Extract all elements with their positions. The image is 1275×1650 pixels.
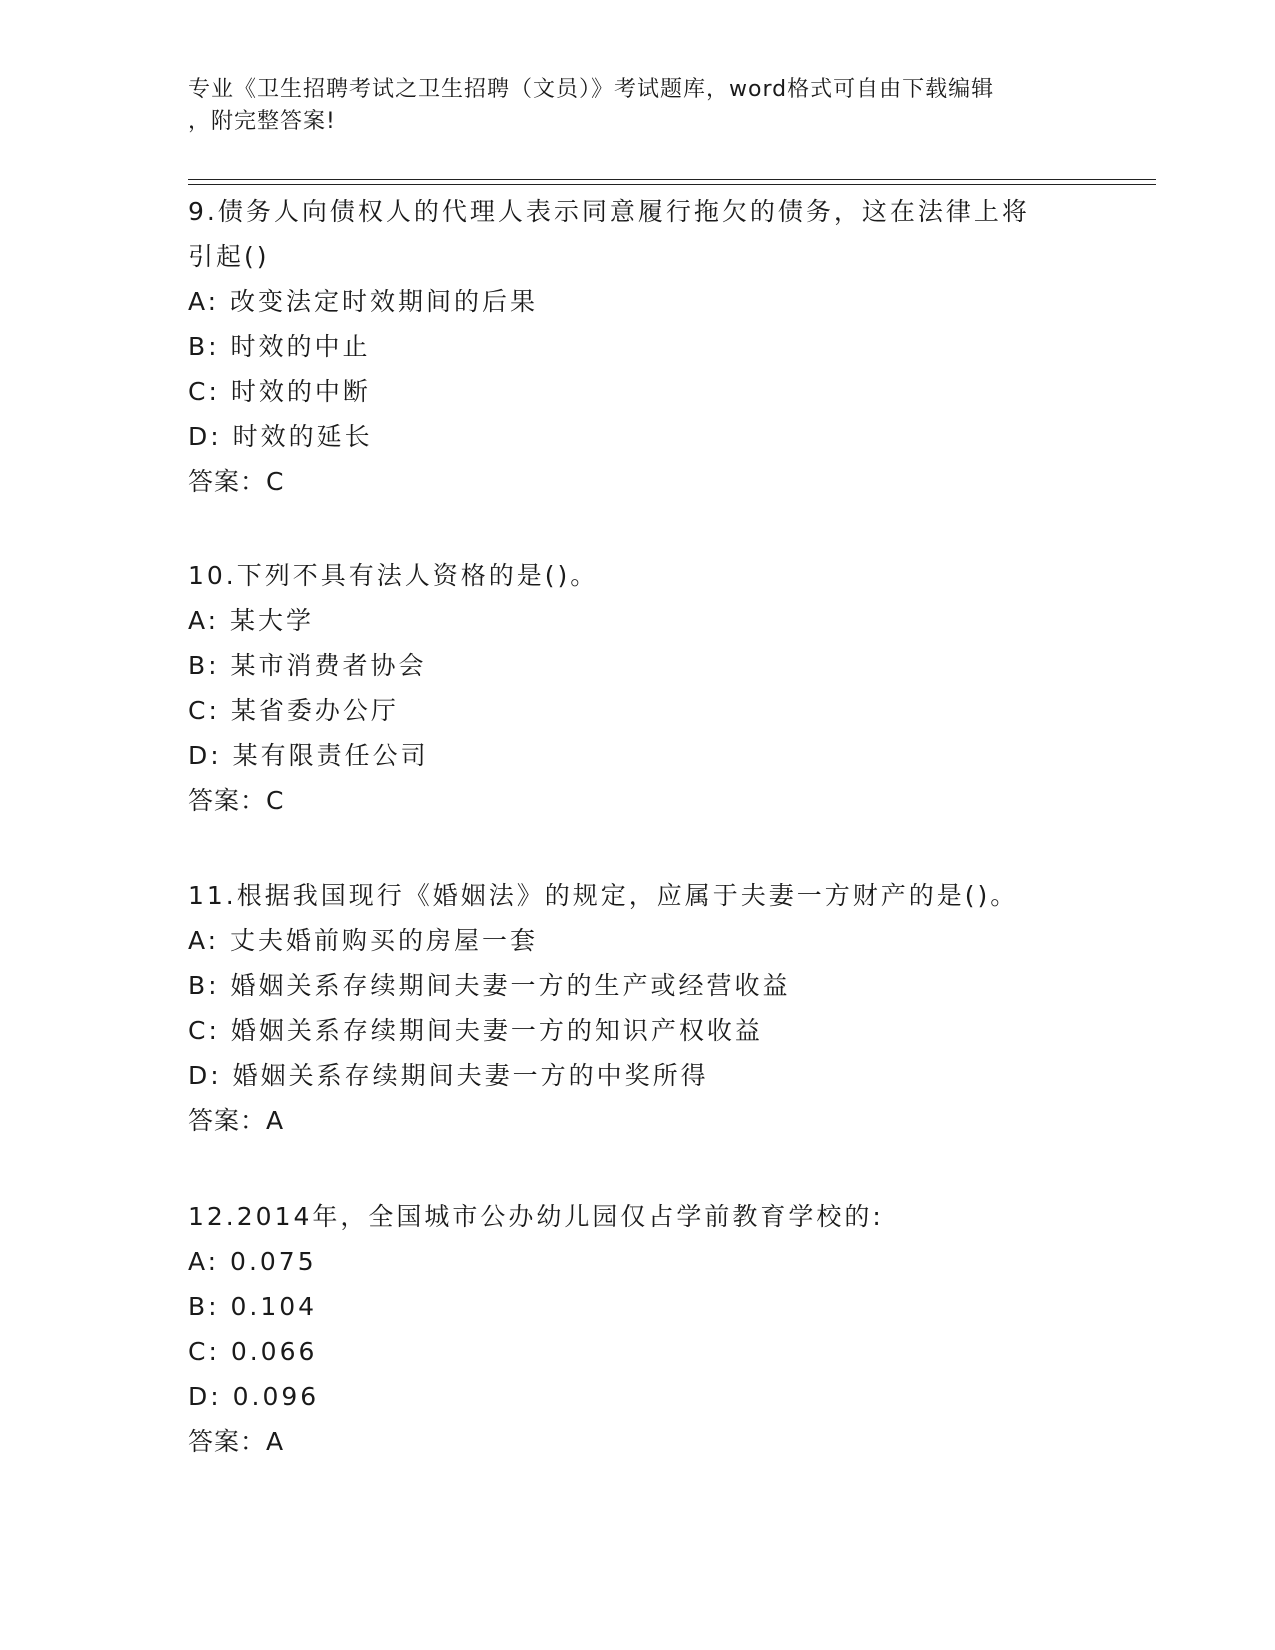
answer: 答案：C	[188, 467, 285, 496]
option-a: A: 改变法定时效期间的后果	[188, 287, 539, 316]
option-d: D: 0.096	[188, 1382, 320, 1411]
header-line-2: ，附完整答案!	[188, 109, 336, 134]
option-b: B: 某市消费者协会	[188, 651, 427, 680]
document-header	[188, 74, 1068, 138]
option-c: C: 某省委办公厅	[188, 696, 399, 725]
question-stem: 11.根据我国现行《婚姻法》的规定，应属于夫妻一方财产的是()。	[188, 881, 1019, 910]
question-11	[188, 873, 1088, 1143]
option-a: A: 0.075	[188, 1247, 317, 1276]
question-10	[188, 553, 1088, 823]
question-12	[188, 1194, 1088, 1464]
answer: 答案：A	[188, 1106, 285, 1135]
header-divider-bottom	[188, 184, 1156, 185]
answer: 答案：A	[188, 1427, 285, 1456]
header-line-1: 专业《卫生招聘考试之卫生招聘（文员）》考试题库，word格式可自由下载编辑	[188, 77, 995, 102]
question-stem-continued: 引起()	[188, 242, 270, 271]
option-b: B: 0.104	[188, 1292, 318, 1321]
option-d: D: 婚姻关系存续期间夫妻一方的中奖所得	[188, 1061, 709, 1090]
option-b: B: 时效的中止	[188, 332, 371, 361]
option-a: A: 某大学	[188, 606, 315, 635]
option-d: D: 时效的延长	[188, 422, 373, 451]
question-stem: 9.债务人向债权人的代理人表示同意履行拖欠的债务，这在法律上将	[188, 197, 1030, 226]
question-stem: 10.下列不具有法人资格的是()。	[188, 561, 599, 590]
question-stem: 12.2014年，全国城市公办幼儿园仅占学前教育学校的:	[188, 1202, 884, 1231]
option-c: C: 时效的中断	[188, 377, 371, 406]
header-divider-top	[188, 179, 1156, 180]
option-a: A: 丈夫婚前购买的房屋一套	[188, 926, 539, 955]
option-c: C: 0.066	[188, 1337, 318, 1366]
option-d: D: 某有限责任公司	[188, 741, 429, 770]
answer: 答案：C	[188, 786, 285, 815]
question-9	[188, 189, 1088, 504]
option-b: B: 婚姻关系存续期间夫妻一方的生产或经营收益	[188, 971, 791, 1000]
option-c: C: 婚姻关系存续期间夫妻一方的知识产权收益	[188, 1016, 763, 1045]
